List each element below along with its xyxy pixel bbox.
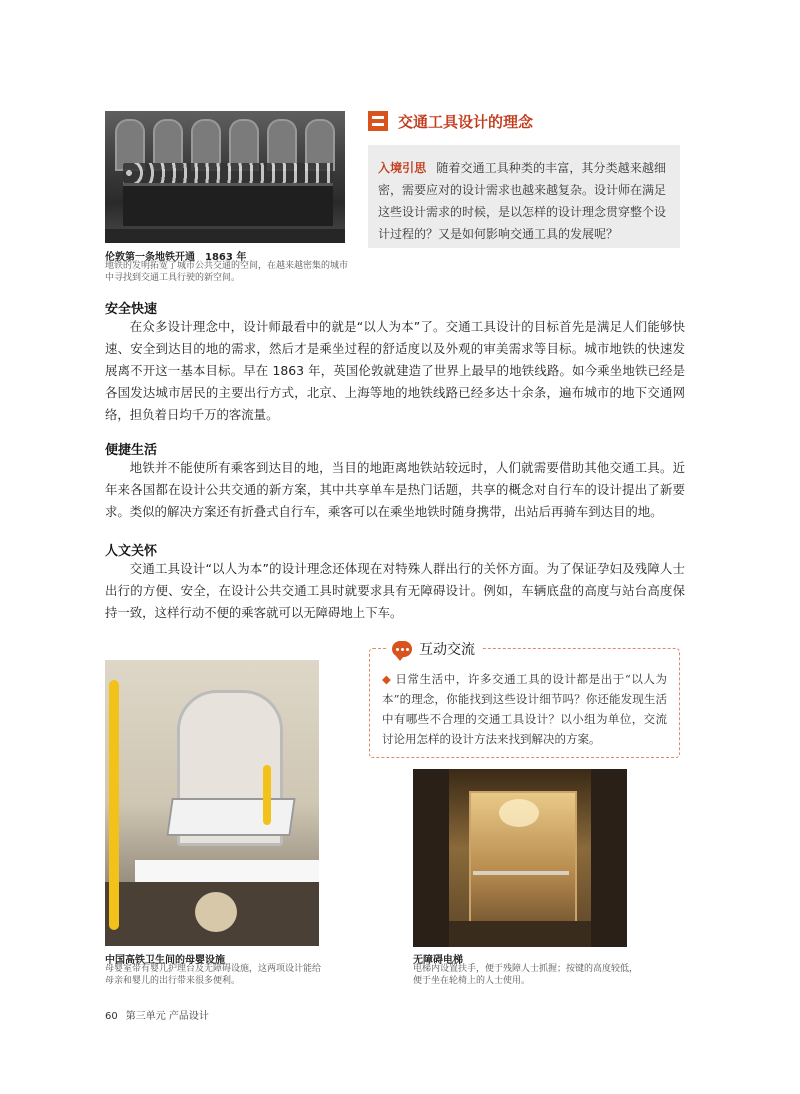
counter-top xyxy=(135,860,319,882)
rail-track xyxy=(105,229,345,243)
babyroom-caption-title: 中国高铁卫生间的母婴设施 xyxy=(105,955,225,966)
page-footer xyxy=(105,1007,209,1022)
interaction-box xyxy=(369,648,680,758)
elevator-door-right xyxy=(591,769,627,947)
subheading-convenience: 便捷生活 xyxy=(105,443,158,458)
intro-paragraph xyxy=(378,157,666,245)
grab-rail-left xyxy=(109,680,119,930)
elevator-caption-text: 电梯内设置扶手，便于残障人士抓握；按键的高度较低，便于坐在轮椅上的人士使用。 xyxy=(413,964,639,986)
subway-photo xyxy=(105,111,345,243)
ceiling-light xyxy=(499,799,539,827)
intro-box xyxy=(368,145,680,248)
section-title: 交通工具设计的理念 xyxy=(398,112,534,131)
diamond-bullet-icon: ◆ xyxy=(382,672,392,686)
passenger-crowd xyxy=(123,163,333,185)
interaction-header xyxy=(388,639,481,659)
subway-caption-text: 地铁的发明拓宽了城市公共交通的空间，在越来越密集的城市中寻找到交通工具行驶的新空间。 xyxy=(105,261,349,283)
chat-bubble-icon xyxy=(392,641,412,657)
interaction-text: 日常生活中，许多交通工具的设计都是出于“以人为本”的理念，你能找到这些设计细节吗？你还能发现生活中有哪些不合理的交通工具设计？以小组为单位，交流讨论用怎样的设计方法来找到解决的方案。 xyxy=(382,672,667,746)
elevator-photo xyxy=(413,769,627,947)
interaction-paragraph xyxy=(382,669,667,749)
elevator-caption-title: 无障碍电梯 xyxy=(413,955,463,966)
subheading-safety: 安全快速 xyxy=(105,302,158,317)
babyroom-caption-text: 母婴室带有婴儿护理台及无障碍设施，这两项设计能给母亲和婴儿的出行带来很多便利。 xyxy=(105,964,322,986)
paragraph-convenience: 地铁并不能使所有乘客到达目的地，当目的地距离地铁站较远时，人们就需要借助其他交通工具。近年来各国都在设计公共交通的新方案，其中共享单车是热门话题，共享的概念对自行车的设计提出了新要求。类似的解决方案还有折叠式自行车，乘客可以在乘坐地铁时随身携带，出站后再骑车到达目的地。 xyxy=(105,460,685,519)
section-number-icon xyxy=(368,111,388,131)
paragraph-safety: 在众多设计理念中，设计师最看中的就是“以人为本”了。交通工具设计的目标首先是满足人们能够快速、安全到达目的地的需求，然后才是乘坐过程的舒适度以及外观的审美需求等目标。城市地铁的快速发展离不开这一基本目标。早在 1863 年，英国伦敦就建造了世界上最早的地铁线路。如今乘坐地铁已经是各国发达城市居民的主要出行方式，北京、上海等地的地铁线路已经多达十余条，遍布城市的地下交通网络，担负着日均千万的客流量。 xyxy=(105,319,685,422)
babyroom-photo xyxy=(105,660,319,946)
unit-label: 第三单元 产品设计 xyxy=(125,1011,209,1022)
open-cart xyxy=(123,183,333,226)
elevator-door-left xyxy=(413,769,449,947)
page-number: 60 xyxy=(105,1011,118,1022)
grab-rail-right xyxy=(263,765,271,825)
intro-text: 随着交通工具种类的丰富，其分类越来越细密，需要应对的设计需求也越来越复杂。设计师在满足这些设计需求的时候，是以怎样的设计理念贯穿整个设计过程的？又是如何影响交通工具的发展呢？ xyxy=(378,161,667,241)
toilet-seat xyxy=(195,892,237,932)
intro-label: 入境引思 xyxy=(378,161,427,175)
subway-caption-title: 伦敦第一条地铁开通 1863 年 xyxy=(105,252,247,263)
elevator-floor xyxy=(449,921,591,947)
subheading-care: 人文关怀 xyxy=(105,544,158,559)
interaction-title: 互动交流 xyxy=(419,642,475,658)
changing-table xyxy=(166,798,295,836)
paragraph-care: 交通工具设计“以人为本”的设计理念还体现在对特殊人群出行的关怀方面。为了保证孕妇及残障人士出行的方便、安全，在设计公共交通工具时就要求具有无障碍设计。例如，车辆底盘的高度与站台高度保持一致，这样行动不便的乘客就可以无障碍地上下车。 xyxy=(105,561,685,620)
section-heading xyxy=(368,111,533,131)
elevator-handrail xyxy=(473,871,569,875)
